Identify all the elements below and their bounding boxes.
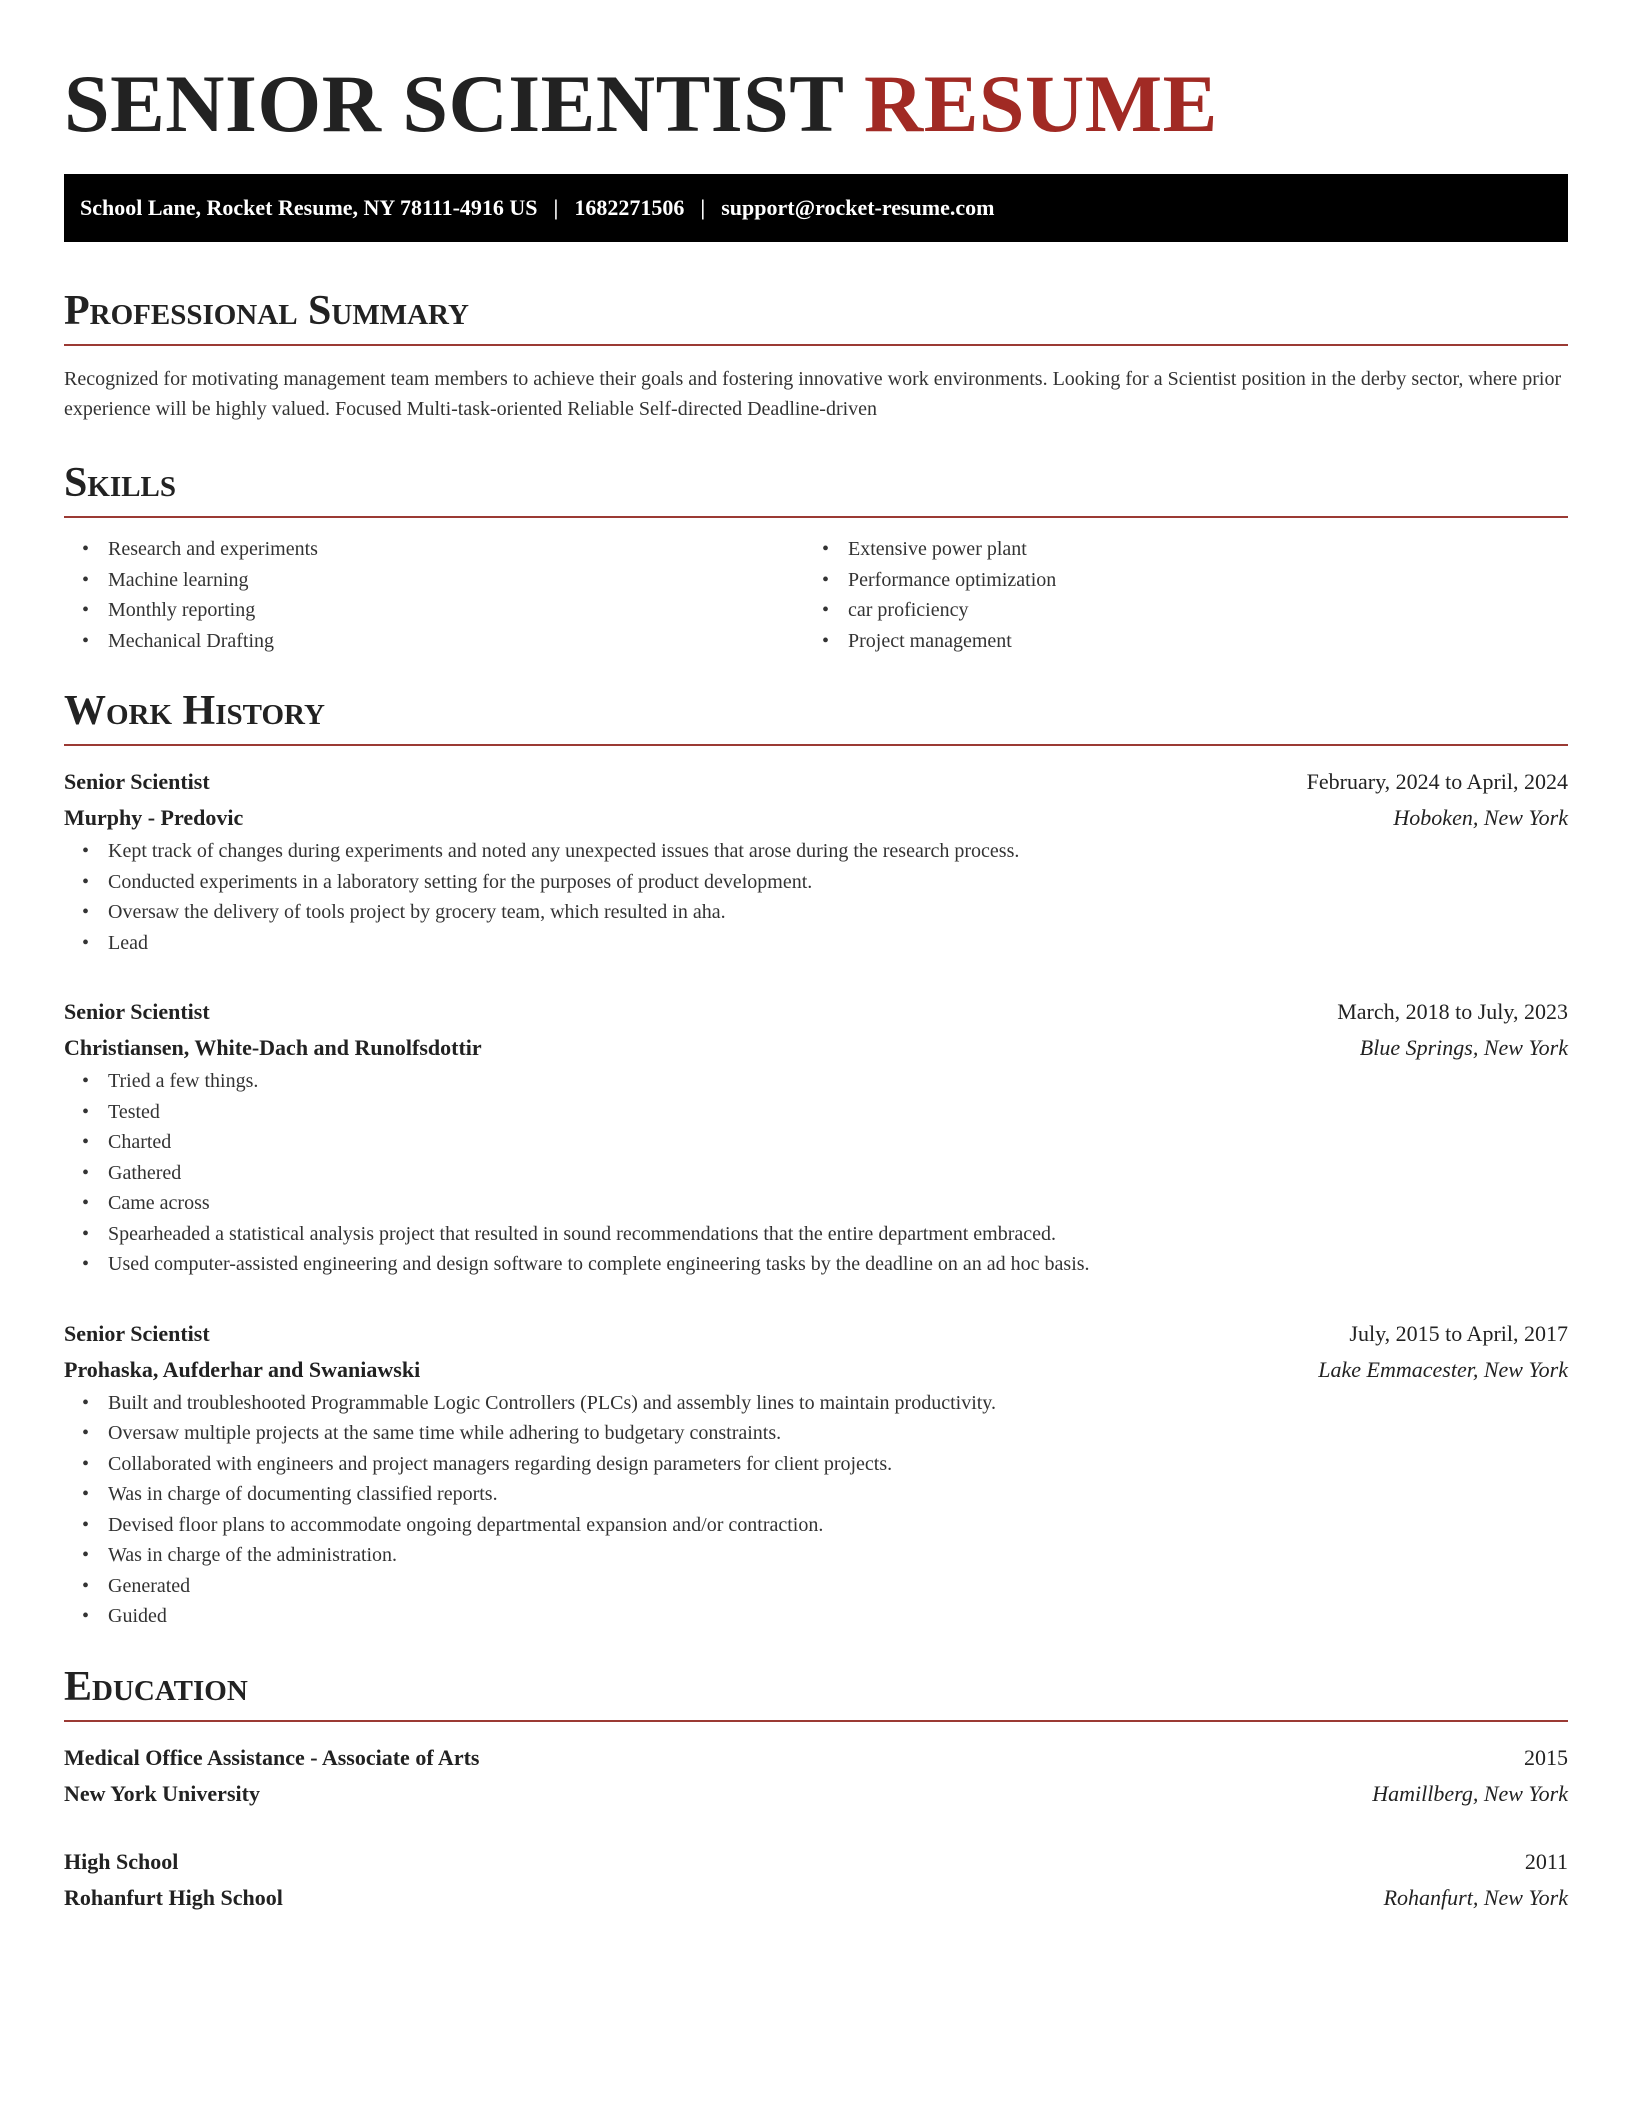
contact-bar bbox=[64, 174, 1568, 242]
education-year: 2015 bbox=[1524, 1744, 1568, 1770]
job-bullet: • Gathered bbox=[108, 1158, 1568, 1189]
section-divider bbox=[64, 744, 1568, 746]
job-bullet: • Tried a few things. bbox=[108, 1066, 1568, 1097]
title-accent: RESUME bbox=[864, 58, 1218, 149]
education-year: 2011 bbox=[1524, 1848, 1568, 1874]
title-main: SENIOR SCIENTIST bbox=[64, 58, 843, 149]
skill-item: • Monthly reporting bbox=[108, 595, 804, 626]
contact-separator: | bbox=[700, 195, 706, 220]
job-dates: February, 2024 to April, 2024 bbox=[1306, 769, 1568, 794]
summary-text: Recognized for motivating management team members to achieve their goals and fostering innovative work environments. Looking for a Scientist position in the derby sector, where prior experience will be highly valued. Focused Multi-task-oriented Reliable Self-directed Deadline-driven bbox=[64, 368, 1562, 420]
job-title: Senior Scientist bbox=[64, 769, 210, 794]
job-bullet: • Came across bbox=[108, 1188, 1568, 1219]
section-divider bbox=[64, 516, 1568, 518]
skills-list-right bbox=[804, 534, 1568, 656]
job-company: Prohaska, Aufderhar and Swaniawski bbox=[64, 1356, 421, 1382]
job-entry bbox=[64, 764, 1568, 958]
job-bullet: • Devised floor plans to accommodate ongoing departmental expansion and/or contraction. bbox=[108, 1510, 1568, 1541]
job-bullet: • Kept track of changes during experiments and noted any unexpected issues that arose during the research process. bbox=[108, 836, 1568, 867]
job-company: Christiansen, White-Dach and Runolfsdottir bbox=[64, 1035, 482, 1060]
skill-item: • car proficiency bbox=[848, 595, 1568, 626]
job-location: Blue Springs, New York bbox=[1359, 1035, 1568, 1060]
education-section bbox=[64, 1662, 1568, 1916]
section-divider bbox=[64, 1720, 1568, 1722]
job-bullet: • Used computer-assisted engineering and design software to complete engineering tasks by the deadline on an ad hoc basis. bbox=[108, 1249, 1568, 1280]
job-title: Senior Scientist bbox=[64, 1320, 210, 1346]
contact-phone: 1682271506 bbox=[574, 195, 685, 220]
skills-heading: Skills bbox=[64, 460, 177, 506]
job-dates: July, 2015 to April, 2017 bbox=[1349, 1320, 1568, 1346]
education-school: Rohanfurt High School bbox=[64, 1884, 283, 1910]
education-degree: Medical Office Assistance - Associate of Arts bbox=[64, 1744, 480, 1770]
job-location: Hoboken, New York bbox=[1393, 805, 1568, 830]
skill-item: • Machine learning bbox=[108, 565, 804, 596]
job-bullets bbox=[64, 836, 1568, 958]
summary-heading: Professional Summary bbox=[64, 288, 469, 334]
job-bullet: • Conducted experiments in a laboratory setting for the purposes of product development. bbox=[108, 867, 1568, 898]
section-divider bbox=[64, 344, 1568, 346]
education-degree: High School bbox=[64, 1848, 179, 1874]
skill-item: • Mechanical Drafting bbox=[108, 626, 804, 657]
job-bullet: • Oversaw the delivery of tools project by grocery team, which resulted in aha. bbox=[108, 897, 1568, 928]
education-location: Hamillberg, New York bbox=[1372, 1780, 1568, 1806]
education-school: New York University bbox=[64, 1780, 260, 1806]
skills-grid bbox=[64, 534, 1568, 656]
job-bullet: • Collaborated with engineers and project managers regarding design parameters for client projects. bbox=[108, 1449, 1568, 1480]
job-bullet: • Generated bbox=[108, 1571, 1568, 1602]
job-bullet: • Tested bbox=[108, 1097, 1568, 1128]
work-section bbox=[64, 686, 1568, 1632]
contact-separator: | bbox=[553, 195, 559, 220]
skill-item: • Project management bbox=[848, 626, 1568, 657]
skill-item: • Research and experiments bbox=[108, 534, 804, 565]
education-heading: Education bbox=[64, 1663, 248, 1710]
education-entry bbox=[64, 1844, 1568, 1916]
job-entry bbox=[64, 994, 1568, 1280]
job-bullets bbox=[64, 1066, 1568, 1280]
job-bullet: • Spearheaded a statistical analysis project that resulted in sound recommendations that the entire department embraced. bbox=[108, 1219, 1568, 1250]
work-heading: Work History bbox=[64, 688, 325, 734]
skill-item: • Performance optimization bbox=[848, 565, 1568, 596]
job-bullet: • Was in charge of documenting classified reports. bbox=[108, 1479, 1568, 1510]
contact-email: support@rocket-resume.com bbox=[721, 195, 995, 220]
summary-section bbox=[64, 286, 1568, 424]
job-company: Murphy - Predovic bbox=[64, 805, 244, 830]
skills-section bbox=[64, 458, 1568, 656]
job-title: Senior Scientist bbox=[64, 999, 210, 1024]
job-entry bbox=[64, 1316, 1568, 1632]
skills-list-left bbox=[64, 534, 804, 656]
job-bullet: • Lead bbox=[108, 928, 1568, 959]
job-bullet: • Oversaw multiple projects at the same time while adhering to budgetary constraints. bbox=[108, 1418, 1568, 1449]
job-location: Lake Emmacester, New York bbox=[1318, 1356, 1568, 1382]
education-location: Rohanfurt, New York bbox=[1383, 1884, 1568, 1910]
job-bullet: • Was in charge of the administration. bbox=[108, 1540, 1568, 1571]
education-entry bbox=[64, 1740, 1568, 1812]
job-bullet: • Guided bbox=[108, 1601, 1568, 1632]
job-dates: March, 2018 to July, 2023 bbox=[1337, 999, 1568, 1024]
job-bullets bbox=[64, 1388, 1568, 1632]
job-bullet: • Built and troubleshooted Programmable Logic Controllers (PLCs) and assembly lines to maintain productivity. bbox=[108, 1388, 1568, 1419]
job-bullet: • Charted bbox=[108, 1127, 1568, 1158]
contact-address: School Lane, Rocket Resume, NY 78111-4916 US bbox=[80, 195, 538, 220]
skill-item: • Extensive power plant bbox=[848, 534, 1568, 565]
resume-title bbox=[64, 56, 1568, 152]
